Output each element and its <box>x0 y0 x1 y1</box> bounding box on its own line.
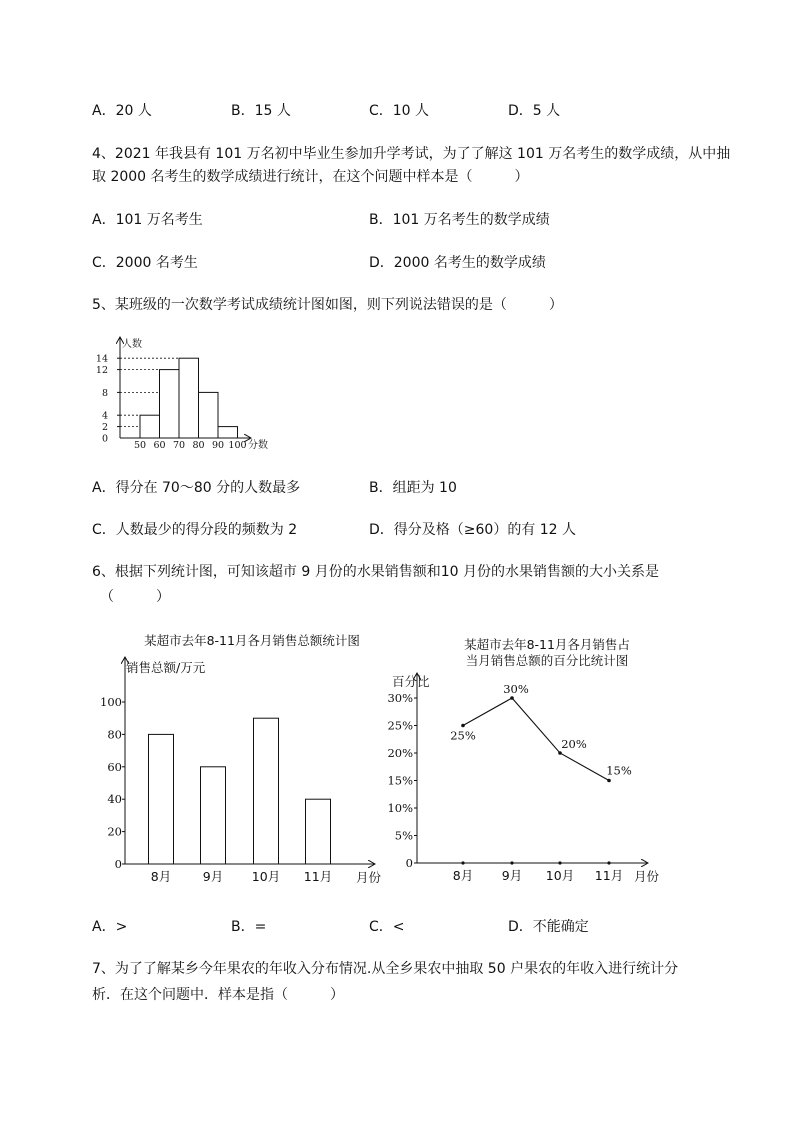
q4-option-d[interactable]: D．2000 名考生的数学成绩 <box>369 255 546 271</box>
q4-option-b[interactable]: B．101 万名考生的数学成绩 <box>369 212 550 228</box>
histogram-x-tick: 90 <box>211 440 225 451</box>
histogram-x-tick: 50 <box>133 440 147 451</box>
q6-stem-line2: （ ） <box>100 589 170 605</box>
percent-data-label: 25% <box>450 728 476 743</box>
q5-y-axis-label: 人数 <box>122 339 142 350</box>
sales-bar-9 <box>201 767 226 864</box>
q3-option-d[interactable]: D．5 人 <box>508 103 561 119</box>
sales-y-tick: 100 <box>100 695 122 709</box>
percent-x-tick: 10月 <box>545 868 575 883</box>
histogram-y-tick: 0 <box>101 433 108 445</box>
q5-option-a[interactable]: A．得分在 70～80 分的人数最多 <box>92 480 301 496</box>
percent-y-tick: 0 <box>405 856 413 870</box>
histogram-y-tick: 14 <box>95 353 108 365</box>
percent-x-dot <box>461 861 464 864</box>
percent-point-10 <box>558 751 562 755</box>
percent-x-dot <box>510 861 513 864</box>
percent-data-label: 15% <box>606 763 632 778</box>
q6-stem-line1: 6、根据下列统计图，可知该超市 9 月份的水果销售额和10 月份的水果销售额的大小关系是 <box>92 564 659 580</box>
histogram-x-tick: 80 <box>192 440 205 451</box>
q5-histogram <box>88 334 288 454</box>
histogram-x-tick: 60 <box>153 440 166 451</box>
percent-point-9 <box>510 696 514 700</box>
q6-line-chart-title-1: 某超市去年8-11月各月销售占 <box>464 637 630 652</box>
q6-line-x-axis-label: 月份 <box>634 869 660 884</box>
percent-x-dot <box>558 861 561 864</box>
percent-point-8 <box>461 724 465 728</box>
histogram-y-tick: 4 <box>101 410 108 422</box>
q6-line-chart <box>385 634 675 890</box>
q5-option-c[interactable]: C．人数最少的得分段的频数为 2 <box>92 522 298 538</box>
histogram-x-tick: 100 <box>228 440 247 451</box>
percent-y-tick: 10% <box>387 801 413 815</box>
sales-y-tick: 0 <box>114 857 122 871</box>
q6-bar-chart-title: 某超市去年8-11月各月销售总额统计图 <box>144 633 360 648</box>
percent-point-11 <box>607 779 611 783</box>
q4-stem-line1: 4、2021 年我县有 101 万名初中毕业生参加升学考试，为了了解这 101 万名考生的数学成绩，从中抽 <box>92 146 731 162</box>
percent-y-tick: 30% <box>387 691 413 705</box>
q6-bar-chart <box>100 626 400 892</box>
histogram-x-tick: 70 <box>172 440 186 451</box>
sales-x-tick: 8月 <box>150 869 172 884</box>
percent-series-line <box>463 698 609 781</box>
percent-data-label: 30% <box>503 682 529 696</box>
q6-option-b[interactable]: B．= <box>231 919 267 935</box>
histogram-bar-50-60 <box>140 415 160 438</box>
q3-option-b[interactable]: B．15 人 <box>231 103 291 119</box>
sales-bar-10 <box>254 718 279 864</box>
q6-option-a[interactable]: A．> <box>92 919 128 935</box>
percent-y-tick: 5% <box>394 828 413 843</box>
sales-x-tick: 9月 <box>202 869 224 884</box>
percent-y-tick: 25% <box>387 718 413 733</box>
sales-x-tick: 10月 <box>251 869 281 884</box>
sales-bar-11 <box>306 799 331 864</box>
q4-stem-line2: 取 2000 名考生的数学成绩进行统计，在这个问题中样本是（ ） <box>92 169 529 185</box>
q7-stem-line2: 析．在这个问题中．样本是指（ ） <box>92 987 344 1003</box>
sales-x-tick: 11月 <box>303 869 333 884</box>
q6-bar-y-axis-label: 销售总额/万元 <box>126 660 206 675</box>
percent-x-tick: 11月 <box>594 868 624 883</box>
q4-option-c[interactable]: C．2000 名考生 <box>92 255 198 271</box>
q7-stem-line1: 7、为了了解某乡今年果农的年收入分布情况.从全乡果农中抽取 50 户果农的年收入进行统计分 <box>92 961 679 977</box>
sales-y-tick: 40 <box>107 792 122 807</box>
sales-bar-8 <box>149 734 174 864</box>
histogram-bar-70-80 <box>179 358 199 438</box>
q3-option-a[interactable]: A．20 人 <box>92 103 152 119</box>
percent-y-tick: 20% <box>387 746 413 760</box>
percent-y-tick: 15% <box>387 773 413 788</box>
histogram-y-tick: 12 <box>95 365 108 377</box>
q5-option-b[interactable]: B．组距为 10 <box>369 480 457 496</box>
histogram-bar-90-100 <box>218 427 238 438</box>
histogram-bar-60-70 <box>160 370 180 438</box>
q6-option-c[interactable]: C．< <box>369 919 405 935</box>
q6-line-chart-title-2: 当月销售总额的百分比统计图 <box>465 653 629 668</box>
histogram-bar-80-90 <box>199 392 219 438</box>
q5-stem: 5、某班级的一次数学考试成绩统计图如图，则下列说法错误的是（ ） <box>92 297 563 313</box>
percent-data-label: 20% <box>561 737 587 751</box>
q5-x-axis-label: 分数 <box>248 440 268 451</box>
histogram-y-tick: 8 <box>101 387 108 399</box>
percent-x-tick: 8月 <box>452 868 474 883</box>
q4-option-a[interactable]: A．101 万名考生 <box>92 212 203 228</box>
sales-y-tick: 60 <box>107 759 122 774</box>
q6-option-d[interactable]: D．不能确定 <box>508 919 589 935</box>
histogram-y-tick: 2 <box>101 422 108 434</box>
q6-bar-x-axis-label: 月份 <box>356 870 382 885</box>
sales-y-tick: 20 <box>107 824 122 839</box>
percent-x-dot <box>607 861 610 864</box>
q6-line-y-axis-label: 百分比 <box>392 674 430 689</box>
q3-option-c[interactable]: C．10 人 <box>369 103 430 119</box>
sales-y-tick: 80 <box>107 727 122 742</box>
q5-option-d[interactable]: D．得分及格（≥60）的有 12 人 <box>369 522 577 538</box>
percent-x-tick: 9月 <box>501 868 523 883</box>
